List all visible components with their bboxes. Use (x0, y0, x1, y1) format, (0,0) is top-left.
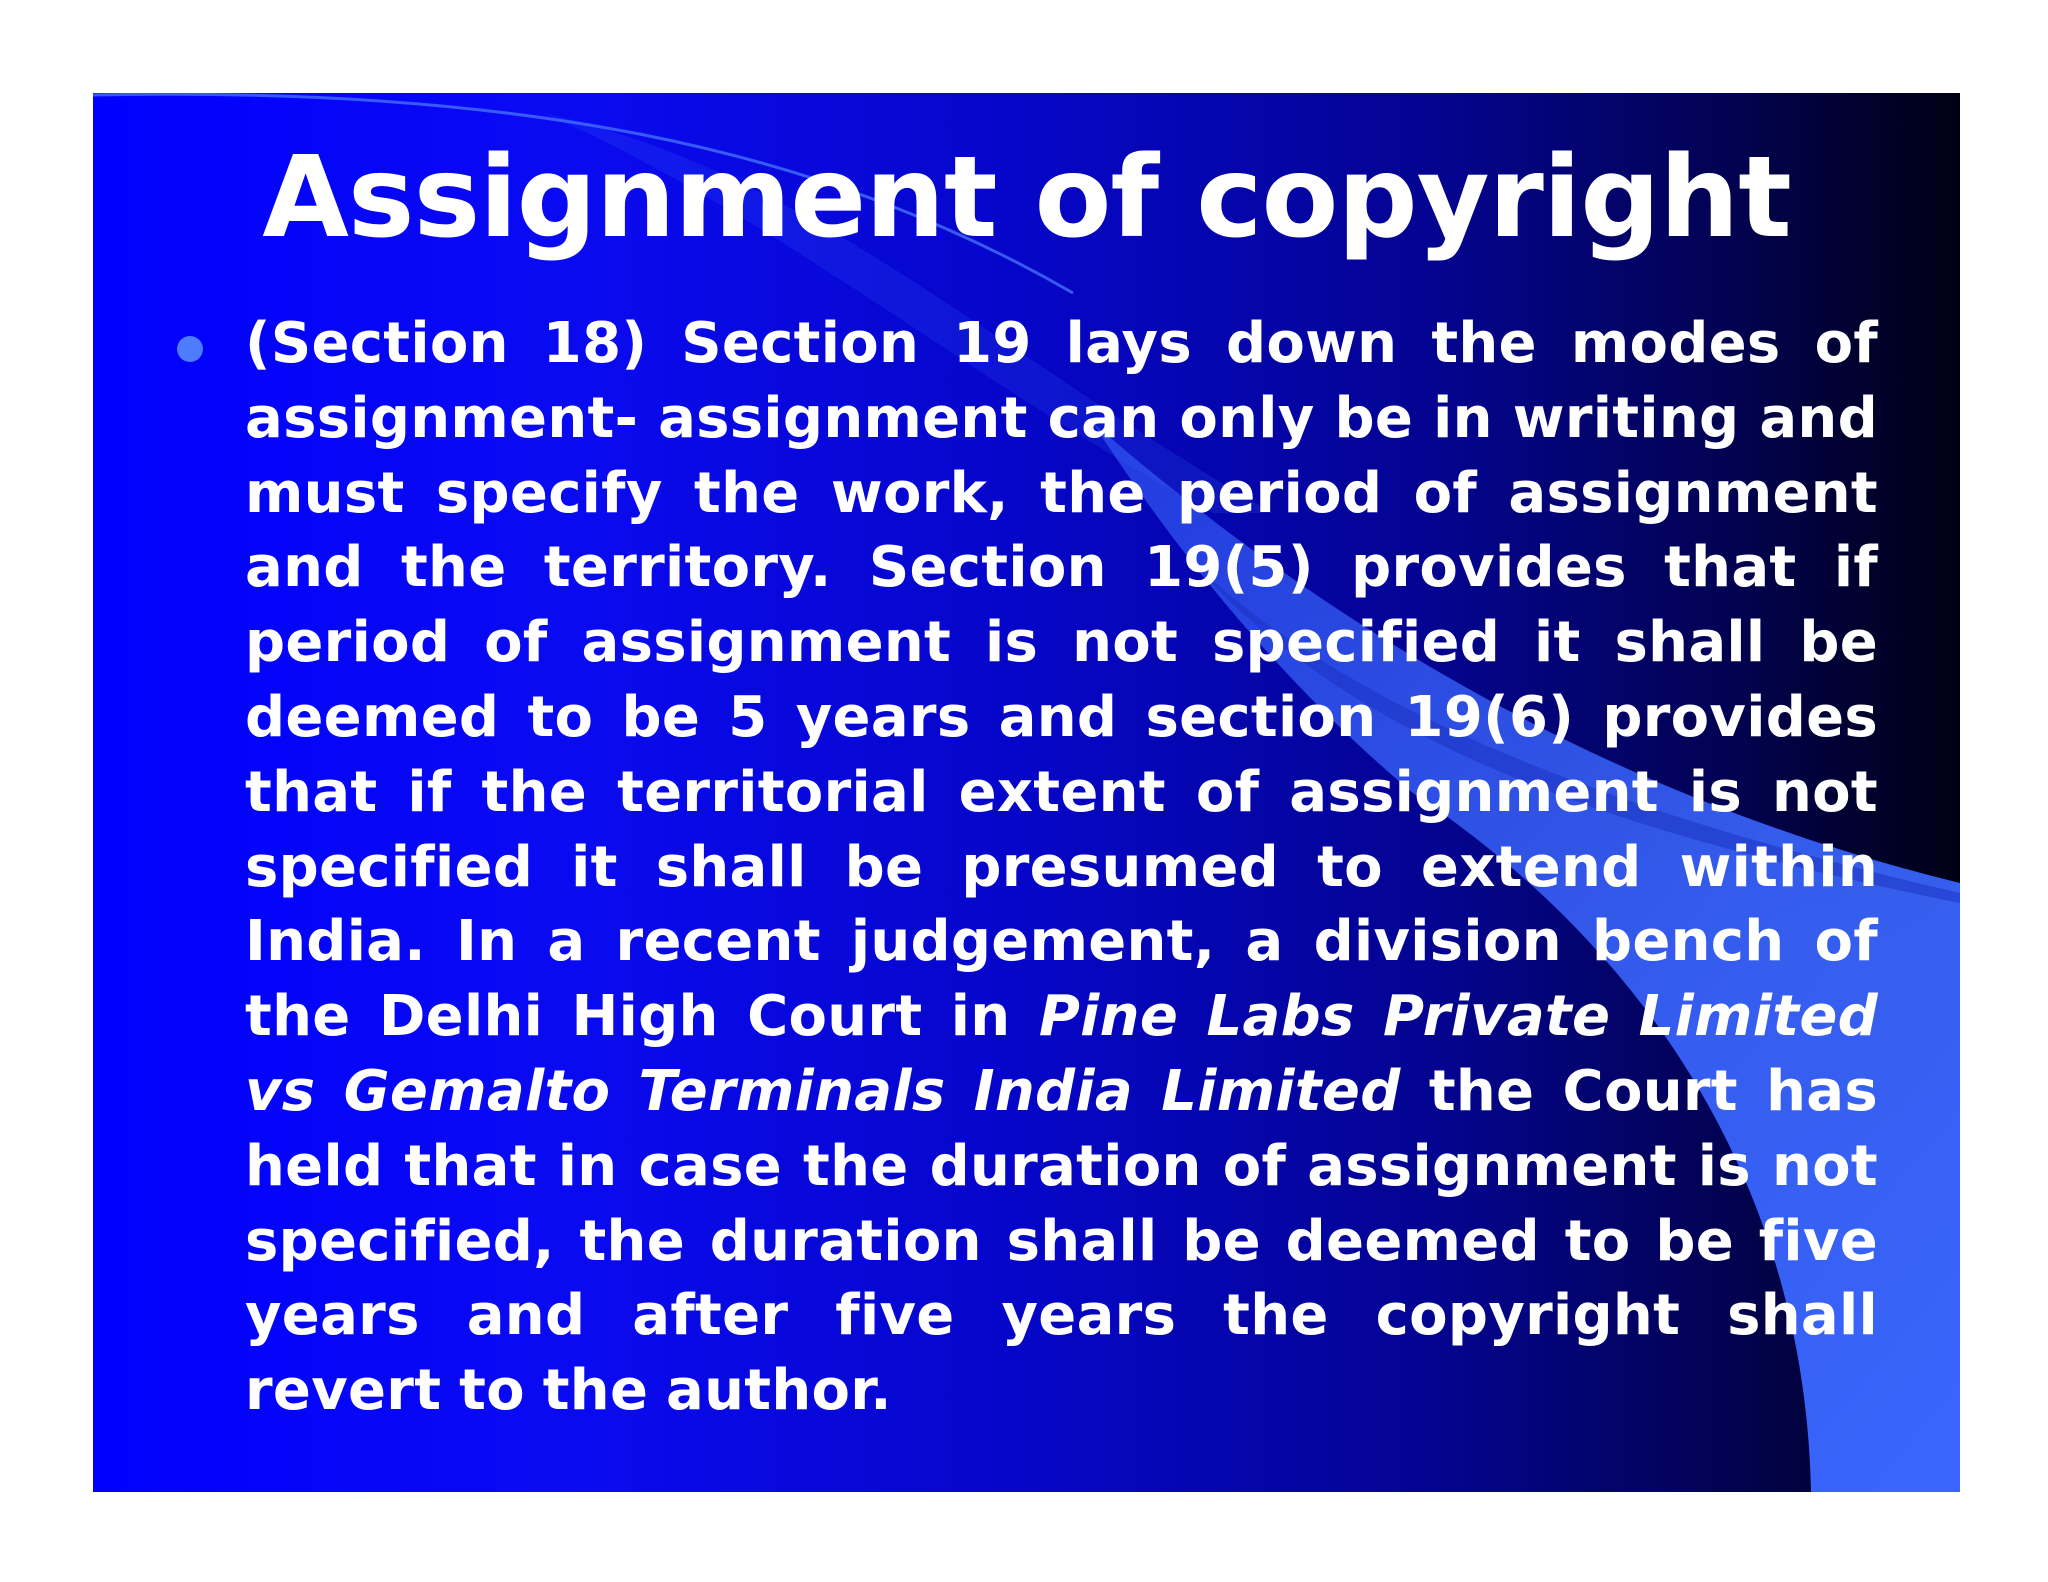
slide (93, 93, 1960, 1492)
case-name: Pine Labs Private Limited vs Gemalto Terminals India Limited (245, 984, 1878, 1124)
bullet-text (245, 307, 1878, 1429)
slide-title: Assignment of copyright (262, 133, 1791, 263)
bullet-icon (177, 336, 203, 362)
bullet-text-part1: (Section 18) Section 19 lays down the modes of assignment- assignment can only be in writing and must specify the work, the period of assignment and the territory. Section 19(5) provides that if period of assignment is not specified it shall be deemed to be 5 years and section 19(6) provides that if the territorial extent of assignment is not specified it shall be presumed to extend within India. In a recent judgement, a division bench of the Delhi High Court in (245, 311, 1878, 1050)
bullet-text-part2: the Court has held that in case the duration of assignment is not specified, the duration shall be deemed to be five years and after five years the copyright shall revert to the author. (245, 1058, 1878, 1424)
